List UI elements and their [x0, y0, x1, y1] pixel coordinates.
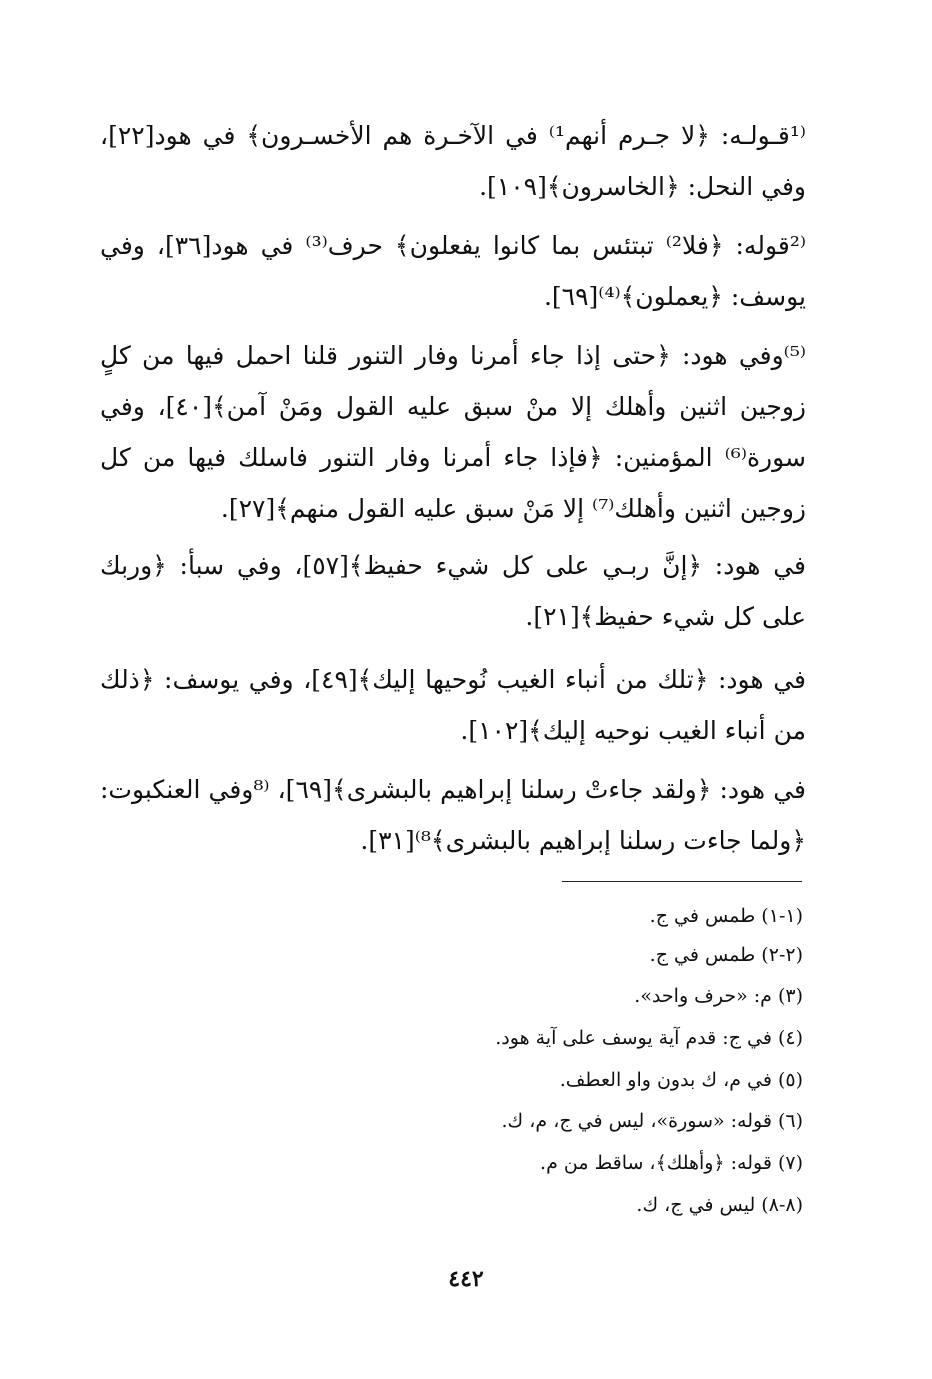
- paragraph-1: ⁽¹قـولـه: ﴿لا جـرم أنهم¹⁾ في الآخـرة هم الأخسـرون﴾ في هود[٢٢]، وفي النحل: ﴿الخاسرون﴾[١٠٩].: [100, 121, 806, 201]
- paragraph-3: ⁽⁵⁾وفي هود: ﴿حتى إذا جاء أمرنا وفار التنور قلنا احمل فيها من كلٍ زوجين اثنين وأهلك إلا منْ سبق عليه القول ومَنْ آمن﴾[٤٠]، وفي سورة⁽⁶⁾ المؤمنين: ﴿فإذا جاء أمرنا وفار التنور فاسلك فيها من كل زوجين اثنين وأهلك⁽⁷⁾ إلا مَنْ سبق عليه القول منهم﴾[٢٧].: [100, 341, 806, 523]
- paragraph-6: في هود: ﴿ولقد جاءتْ رسلنا إبراهيم بالبشرى﴾[٦٩]، ⁽⁸وفي العنكبوت: ﴿ولما جاءت رسلنا إبراهيم بالبشرى﴾⁸⁾[٣١].: [100, 775, 806, 855]
- footnote-number: (٧): [777, 1152, 803, 1174]
- footnote-text: في م، ك بدون واو العطف.: [559, 1069, 772, 1091]
- footnote-number: (٨-٨): [761, 1194, 803, 1216]
- footnote-5: [300, 1066, 803, 1094]
- footnote-number: (٤): [777, 1027, 803, 1049]
- footnote-8: [300, 1191, 803, 1219]
- footnote-number: (٦): [777, 1110, 803, 1132]
- footnote-text: م: «حرف واحد».: [634, 985, 772, 1007]
- paragraph-2: ⁽²قوله: ﴿فلا²⁾ تبتئس بما كانوا يفعلون﴾ حرف⁽³⁾ في هود[٣٦]، وفي يوسف: ﴿يعملون﴾⁽⁴⁾[٦٩].: [100, 231, 806, 311]
- footnote-1: [300, 902, 803, 930]
- footnote-text: في ج: قدم آية يوسف على آية هود.: [495, 1027, 772, 1049]
- footnote-text: قوله: ﴿وأهلك﴾، ساقط من م.: [540, 1152, 772, 1174]
- footnote-3: [300, 982, 803, 1010]
- footnote-4: [300, 1024, 803, 1052]
- footnote-number: (١-١): [761, 905, 803, 927]
- footnote-7: [300, 1149, 803, 1177]
- footnote-text: طمس في ج.: [649, 905, 756, 927]
- footnote-number: (٣): [777, 985, 803, 1007]
- paragraph-5: في هود: ﴿تلك من أنباء الغيب نُوحيها إليك﴾[٤٩]، وفي يوسف: ﴿ذلك من أنباء الغيب نوحيه إليك﴾[١٠٢].: [100, 665, 806, 745]
- footnote-text: ليس في ج، ك.: [636, 1194, 756, 1216]
- footnote-number: (٢-٢): [761, 944, 803, 966]
- footnote-2: [300, 941, 803, 969]
- page-number: ٤٤٢: [448, 1266, 484, 1292]
- footnote-text: طمس في ج.: [649, 944, 756, 966]
- footnote-text: قوله: «سورة»، ليس في ج، م، ك.: [501, 1110, 772, 1132]
- footnote-number: (٥): [777, 1069, 803, 1091]
- footnote-6: [300, 1107, 803, 1135]
- paragraph-4: في هود: ﴿إنَّ ربـي على كل شيء حفيظ﴾[٥٧]، وفي سبأ: ﴿وربك على كل شيء حفيظ﴾[٢١].: [100, 551, 806, 631]
- footnote-divider: [562, 881, 802, 882]
